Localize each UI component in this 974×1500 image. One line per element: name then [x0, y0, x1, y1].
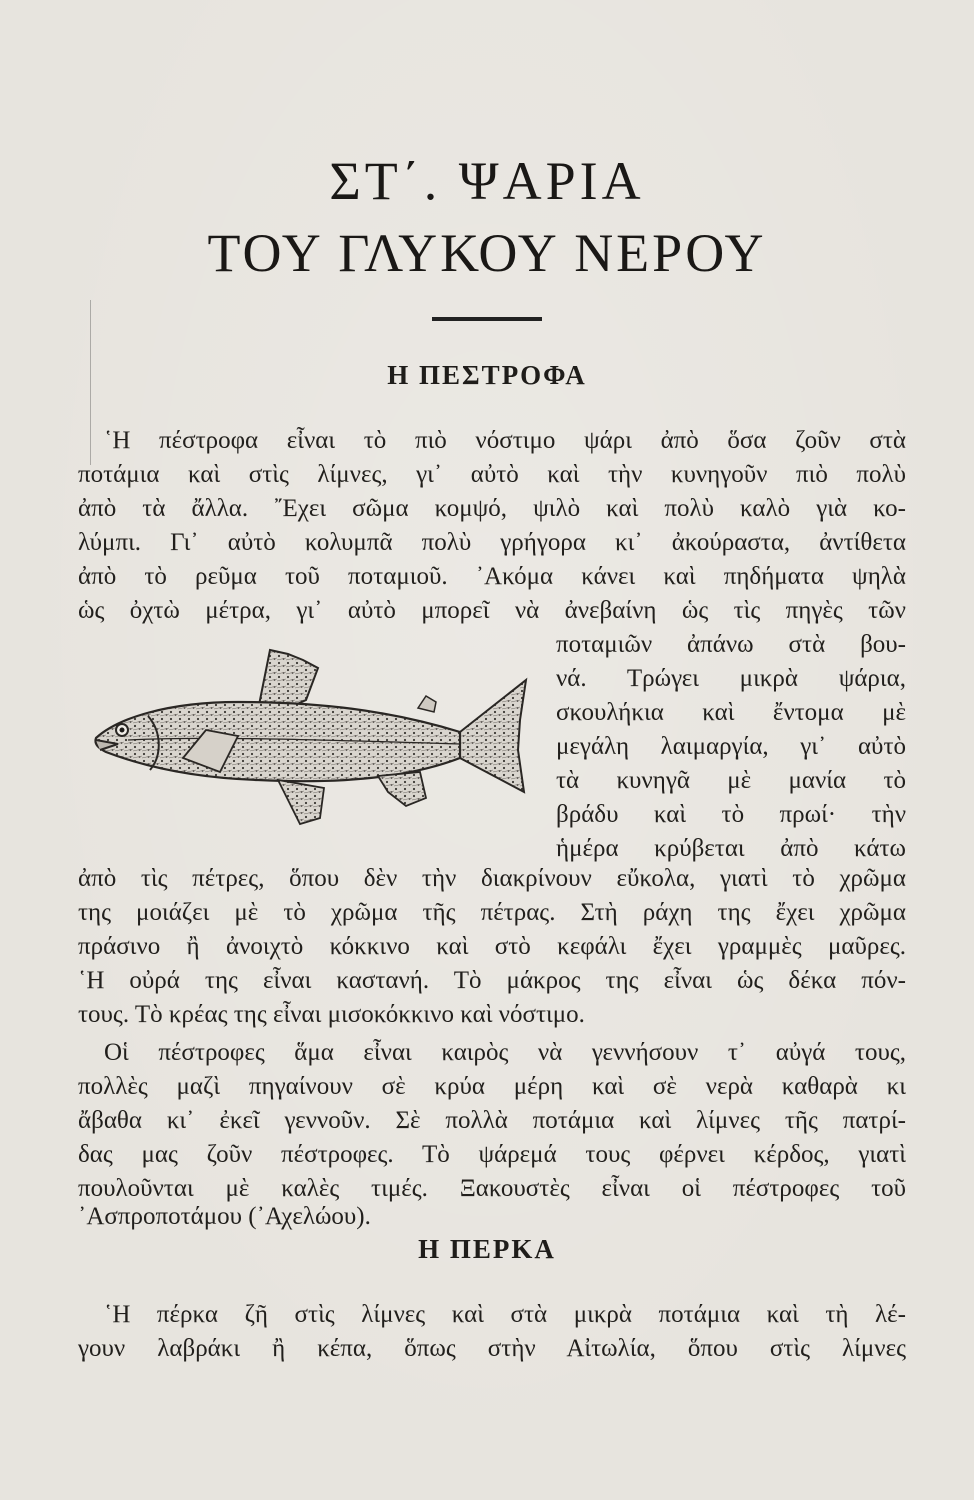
text-line: ὡς ὀχτὼ μέτρα, γι᾽ αὐτὸ μπορεῖ νὰ ἀνεβαίνη ὡς τὶς πηγὲς τῶν — [78, 597, 906, 624]
text-line: βράδυ καὶ τὸ πρωί· τὴν — [556, 801, 906, 828]
text-line: ῾Η πέστροφα εἶναι τὸ πιὸ νόστιμο ψάρι ἀπὸ ὅσα ζοῦν στὰ — [104, 427, 906, 454]
text-line: λύμπι. Γι᾽ αὐτὸ κολυμπᾶ πολὺ γρήγορα κι᾽ ἀκούραστα, ἀντίθετα — [78, 529, 906, 556]
text-line: τους. Τὸ κρέας της εἶναι μισοκόκκινο καὶ νόστιμο. — [78, 1001, 585, 1028]
text-line: πολλὲς μαζὶ πηγαίνουν σὲ κρύα μέρη καὶ σὲ νερὰ καθαρὰ κι — [78, 1073, 906, 1100]
text-line: ἀπὸ τὰ ἄλλα. ῎Εχει σῶμα κομψό, ψιλὸ καὶ πολὺ καλὸ γιὰ κο- — [78, 495, 906, 522]
text-line: πράσινο ἢ ἀνοιχτὸ κόκκινο καὶ στὸ κεφάλι ἔχει γραμμὲς μαῦρες. — [78, 933, 906, 960]
section-heading-trout: Η ΠΕΣΤΡΟΦΑ — [387, 360, 587, 390]
text-line: ποταμιῶν ἀπάνω στὰ βου- — [556, 631, 906, 658]
text-line: της μοιάζει μὲ τὸ χρῶμα τῆς πέτρας. Στὴ ράχη της ἔχει χρῶμα — [78, 899, 906, 926]
text-line: ἄβαθα κι᾽ ἐκεῖ γεννοῦν. Σὲ πολλὰ ποτάμια καὶ λίμνες τῆς πατρί- — [78, 1107, 906, 1134]
text-line: τὰ κυνηγᾶ μὲ μανία τὸ — [556, 767, 906, 794]
trout-illustration — [88, 640, 534, 840]
section-heading-perch: Η ΠΕΡΚΑ — [418, 1234, 556, 1264]
text-line: γουν λαβράκι ἢ κέπα, ὅπως στὴν Αἰτωλία, ὅπου στὶς λίμνες — [78, 1335, 906, 1362]
chapter-title-line-1: ΣΤ΄. ΨΑΡΙΑ — [329, 151, 645, 211]
text-line: ποτάμια καὶ στὶς λίμνες, γι᾽ αὐτὸ καὶ τὴν κυνηγοῦν πιὸ πολὺ — [78, 461, 906, 488]
text-line: δας μας ζοῦν πέστροφες. Τὸ ψάρεμά τους φέρνει κέρδος, γιατὶ — [78, 1141, 906, 1168]
text-line: Οἱ πέστροφες ἅμα εἶναι καιρὸς νὰ γεννήσουν τ᾽ αὐγά τους, — [104, 1039, 906, 1066]
text-line: ἀπὸ τὸ ρεῦμα τοῦ ποταμιοῦ. ᾽Ακόμα κάνει καὶ πηδήματα ψηλὰ — [78, 563, 906, 590]
text-line: ῾Η οὐρά της εἶναι καστανή. Τὸ μάκρος της εἶναι ὡς δέκα πόν- — [78, 967, 906, 994]
text-line: νά. Τρώγει μικρὰ ψάρια, — [556, 665, 906, 692]
text-line: ἀπὸ τὶς πέτρες, ὅπου δὲν τὴν διακρίνουν εὔκολα, γιατὶ τὸ χρῶμα — [78, 865, 906, 892]
text-line: ἡμέρα κρύβεται ἀπὸ κάτω — [556, 835, 906, 862]
text-line: σκουλήκια καὶ ἔντομα μὲ — [556, 699, 906, 726]
text-line: πουλοῦνται μὲ καλὲς τιμές. Ξακουστὲς εἶναι οἱ πέστροφες τοῦ — [78, 1175, 906, 1202]
chapter-title-line-2: ΤΟΥ ΓΛΥΚΟΥ ΝΕΡΟΥ — [207, 223, 767, 283]
text-line: ᾽Ασπροποτάμου (᾽Αχελώου). — [78, 1203, 371, 1230]
text-line: ῾Η πέρκα ζῆ στὶς λίμνες καὶ στὰ μικρὰ ποτάμια καὶ τὴ λέ- — [104, 1301, 906, 1328]
title-divider — [432, 317, 542, 321]
text-line: μεγάλη λαιμαργία, γι᾽ αὐτὸ — [556, 733, 906, 760]
